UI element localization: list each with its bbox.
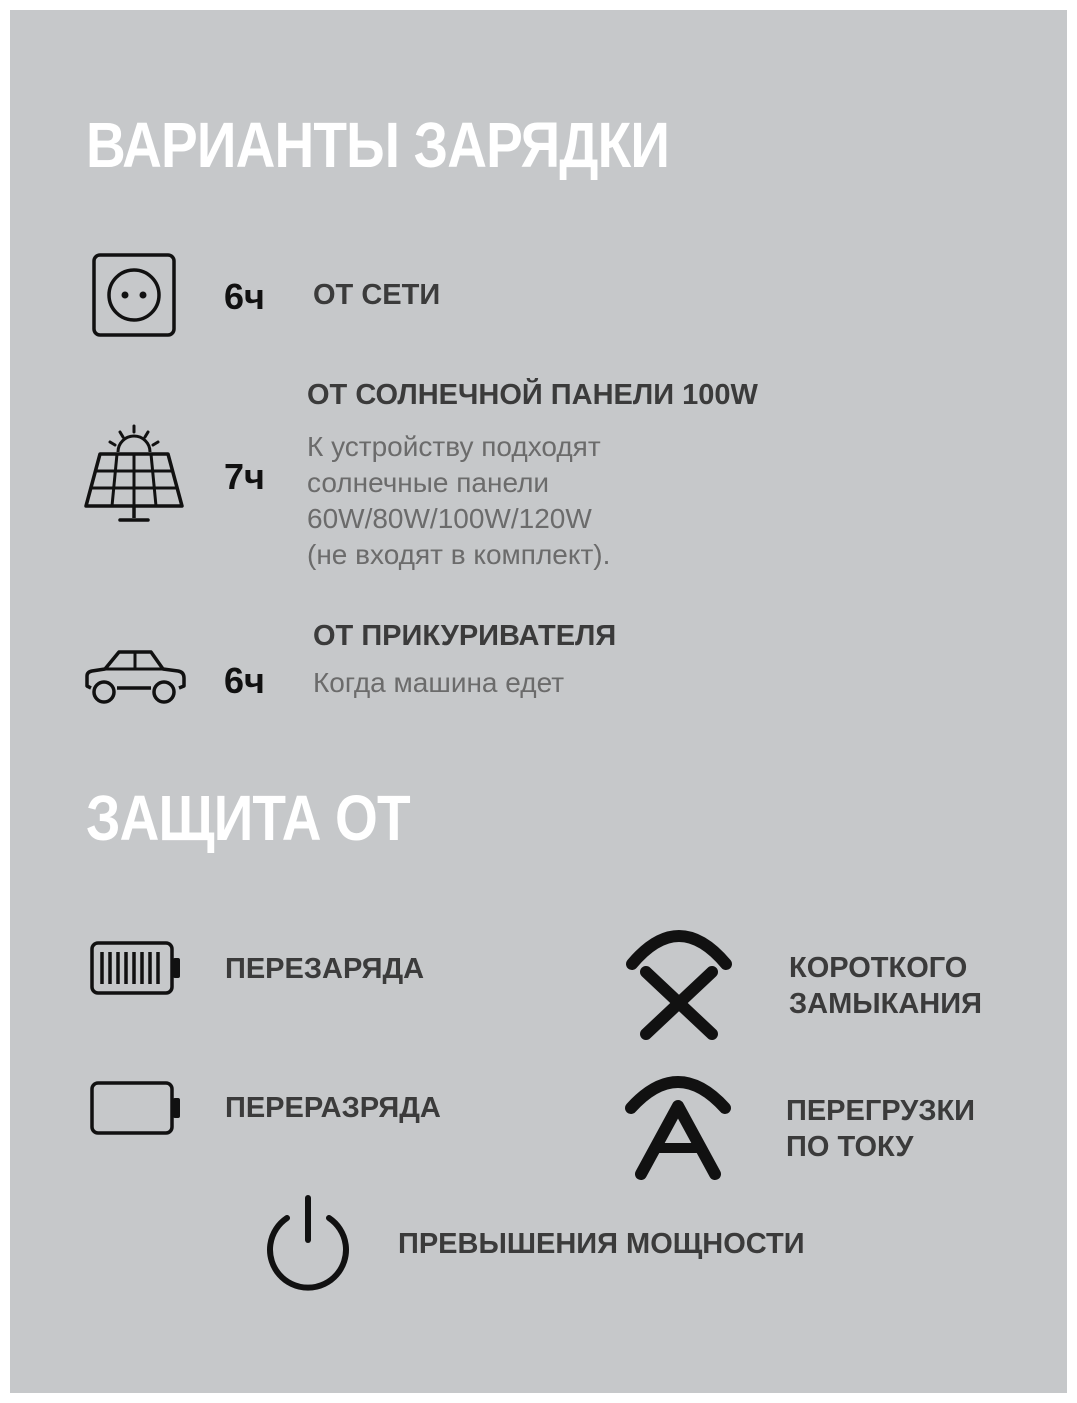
- solar-charge-hours: 7ч: [224, 456, 265, 497]
- overdischarge-label: ПЕРЕРАЗРЯДА: [225, 1092, 441, 1124]
- car-charge-description: Когда машина едет: [313, 667, 565, 698]
- solar-charge-description: К устройству подходят солнечные панели 60W/80W/100W/120W (не входят в комплект).: [307, 431, 611, 570]
- battery-full-icon: [90, 941, 182, 995]
- charging-section-title: ВАРИАНТЫ ЗАРЯДКИ: [86, 109, 670, 181]
- overcharge-label: ПЕРЕЗАРЯДА: [225, 953, 425, 985]
- overcurrent-label: ПЕРЕГРУЗКИ ПО ТОКУ: [786, 1095, 976, 1163]
- power-icon: [259, 1194, 357, 1292]
- grid-charge-hours: 6ч: [224, 276, 265, 317]
- grid-charge-label: ОТ СЕТИ: [313, 279, 441, 311]
- car-icon: [83, 648, 187, 706]
- short-circuit-icon: [626, 922, 732, 1042]
- overcurrent-icon: [625, 1072, 731, 1182]
- overpower-label: ПРЕВЫШЕНИЯ МОЩНОСТИ: [398, 1228, 805, 1260]
- car-charge-label: ОТ ПРИКУРИВАТЕЛЯ: [313, 620, 617, 652]
- solar-charge-label: ОТ СОЛНЕЧНОЙ ПАНЕЛИ 100W: [307, 379, 758, 411]
- socket-icon: [92, 253, 176, 337]
- protection-section-title: ЗАЩИТА ОТ: [86, 782, 410, 854]
- solar-panel-icon: [82, 424, 186, 524]
- battery-empty-icon: [90, 1081, 182, 1135]
- car-charge-hours: 6ч: [224, 660, 265, 701]
- short-circuit-label: КОРОТКОГО ЗАМЫКАНИЯ: [789, 952, 982, 1020]
